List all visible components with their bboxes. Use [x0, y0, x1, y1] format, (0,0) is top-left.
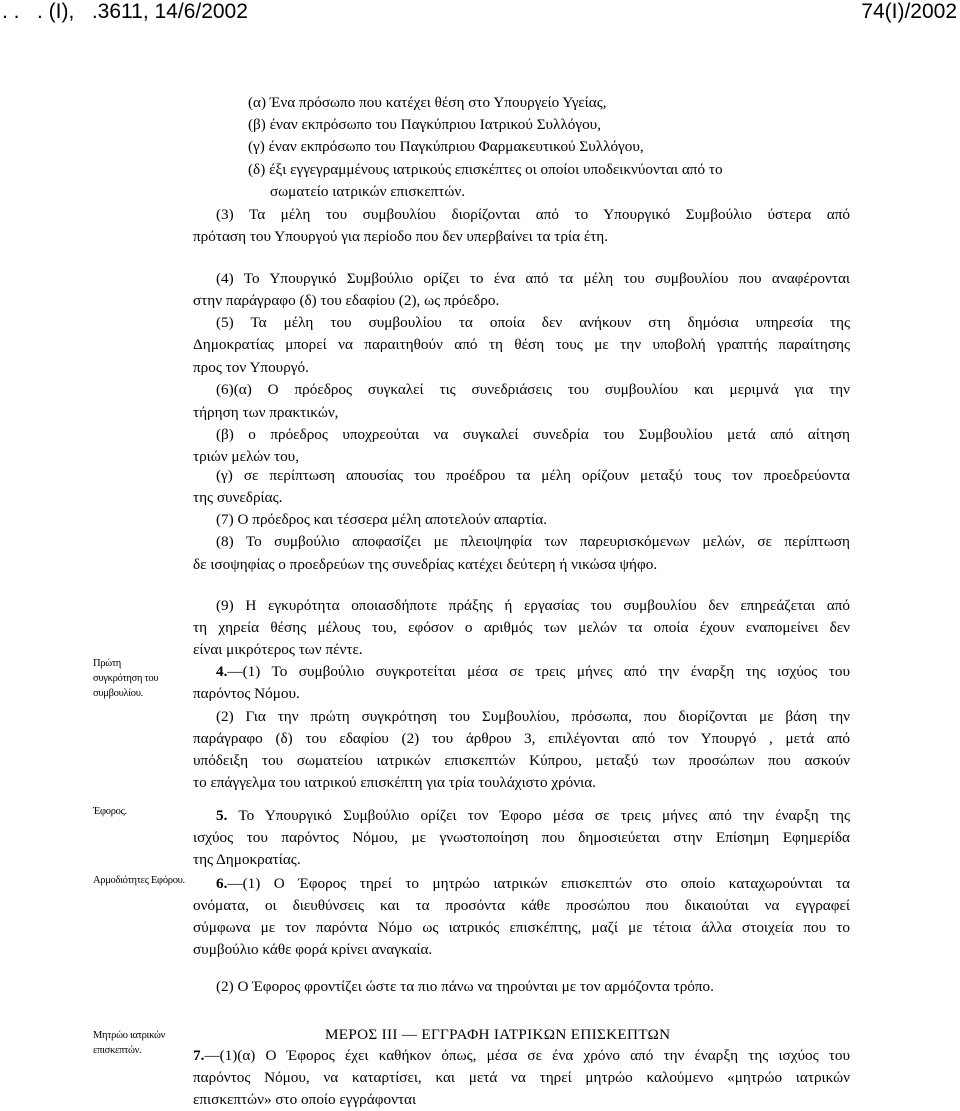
margin-note-first-constitution: Πρώτη συγκρότηση του συμβουλίου. — [93, 658, 159, 699]
text-line — [216, 205, 850, 225]
section-number: 6. — [216, 875, 228, 892]
text-line — [193, 640, 363, 660]
text-line — [216, 707, 850, 727]
text-line — [193, 447, 299, 467]
text-line — [193, 850, 301, 870]
law-number: 74(I)/2002 — [861, 0, 957, 23]
text-line — [216, 380, 850, 400]
margin-note-registrar-duties: Αρμοδιότητες Εφόρου. — [93, 875, 185, 886]
text-content: προς τον Υπουργό. — [193, 359, 309, 376]
text-line — [248, 115, 601, 135]
text-content: (4) Το Υπουργικό Συμβούλιο ορίζει το ένα από τα μέλη του συμβουλίου που αναφέρονται — [216, 270, 850, 287]
section-number: 4. — [216, 663, 228, 680]
text-content: πρόταση του Υπουργού για περίοδο που δεν υπερβαίνει τα τρία έτη. — [193, 228, 609, 245]
text-content: είναι μικρότερος των πέντε. — [193, 641, 363, 658]
text-content: (β) ο πρόεδρος υποχρεούται να συγκαλεί συνεδρία του Συμβουλίου μετά από αίτηση — [216, 426, 850, 443]
text-line — [193, 729, 850, 749]
text-content: (2) Για την πρώτη συγκρότηση του Συμβουλίου, πρόσωπα, που διορίζονται με βάση την — [216, 708, 850, 725]
text-line — [193, 684, 300, 704]
text-line — [216, 662, 850, 682]
text-line — [193, 335, 850, 355]
text-content: της συνεδρίας. — [193, 489, 283, 506]
text-content: παρόντος Νόμου. — [193, 685, 300, 702]
text-content: ονόματα, οι διευθύνσεις και τα προσόντα κάθε προσώπου που δικαιούται να εγγραφεί — [193, 897, 850, 914]
text-line — [216, 596, 850, 616]
text-content: της Δημοκρατίας. — [193, 851, 301, 868]
text-line — [216, 510, 547, 530]
text-content: τήρηση των πρακτικών, — [193, 404, 339, 421]
text-content: σύμφωνα με τον παρόντα Νόμο ως ιατρικός επισκέπτης, μαζί με τέτοια άλλα στοιχεία που το — [193, 919, 850, 936]
text-content: Δημοκρατίας μπορεί να παραιτηθούν από τη θέση τους με την υποβολή γραπτής παραίτησης — [193, 336, 850, 353]
text-line — [248, 93, 607, 113]
text-content: (γ) σε περίπτωση απουσίας του προέδρου τα μέλη ορίζουν μεταξύ τους τον προεδρεύοντα — [216, 467, 850, 484]
text-line — [216, 269, 850, 289]
text-line — [193, 1046, 850, 1066]
gazette-reference: . . . (I), .3611, 14/6/2002 — [2, 0, 248, 23]
text-content: επισκεπτών» στο οποίο εγγράφονται — [193, 1091, 417, 1108]
section-number: 7. — [193, 1047, 205, 1064]
text-line — [216, 874, 850, 894]
text-line — [216, 466, 850, 486]
text-line — [193, 1068, 850, 1088]
text-content: (γ) έναν εκπρόσωπο του Παγκύπριου Φαρμακευτικού Συλλόγου, — [248, 138, 644, 155]
text-line — [193, 751, 850, 771]
text-content: —(1) Το συμβούλιο συγκροτείται μέσα σε τρεις μήνες από την έναρξη της ισχύος του — [227, 663, 850, 680]
text-content: (β) έναν εκπρόσωπο του Παγκύπριου Ιατρικού Συλλόγου, — [248, 116, 601, 133]
text-content: —(1)(α) Ο Έφορος έχει καθήκον όπως, μέσα σε ένα χρόνο από την έναρξη της ισχύος του — [204, 1047, 850, 1064]
text-line — [193, 828, 850, 848]
text-content: —(1) Ο Έφορος τηρεί το μητρώο ιατρικών επισκεπτών στο οποίο καταχωρούνται τα — [227, 875, 850, 892]
text-content: τριών μελών του, — [193, 448, 299, 465]
text-line — [216, 425, 850, 445]
text-line — [193, 896, 850, 916]
text-line — [248, 137, 644, 157]
text-content: το επάγγελμα του ιατρικού επισκέπτη για τρία τουλάχιστο χρόνια. — [193, 774, 596, 791]
text-content: (5) Τα μέλη του συμβουλίου τα οποία δεν ανήκουν στη δημόσια υπηρεσία της — [216, 314, 850, 331]
text-line — [216, 977, 714, 997]
margin-note-register: Μητρώο ιατρικών επισκεπτών. — [93, 1030, 166, 1056]
text-line — [216, 806, 850, 826]
text-line — [193, 488, 282, 508]
text-content: δε ισοψηφίας ο προεδρεύων της συνεδρίας κατέχει δεύτερη ή νικώσα ψήφο. — [193, 556, 658, 573]
text-line — [270, 182, 465, 202]
text-content: τη χηρεία θέσης μέλους του, εφόσον ο αριθμός των μελών τα οποία έχουν εναπομείνει δεν — [193, 619, 850, 636]
text-content: Το Υπουργικό Συμβούλιο ορίζει τον Έφορο μέσα σε τρεις μήνες από την έναρξη της — [227, 807, 850, 824]
text-line — [193, 1090, 416, 1110]
text-content: στην παράγραφο (δ) του εδαφίου (2), ως πρόεδρο. — [193, 292, 500, 309]
text-line — [193, 358, 309, 378]
text-content: σωματείο ιατρικών επισκεπτών. — [270, 183, 466, 200]
text-line — [193, 773, 596, 793]
part-heading: ΜΕΡΟΣ ΙΙΙ — ΕΓΓΡΑΦΗ ΙΑΤΡΙΚΩΝ ΕΠΙΣΚΕΠΤΩΝ — [325, 1026, 671, 1043]
section-number: 5. — [216, 807, 228, 824]
text-content: (α) Ένα πρόσωπο που κατέχει θέση στο Υπουργείο Υγείας, — [248, 94, 607, 111]
text-content: (8) Το συμβούλιο αποφασίζει με πλειοψηφία των παρευρισκόμενων μελών, σε περίπτωση — [216, 533, 850, 550]
text-content: υπόδειξη του σωματείου ιατρικών επισκεπτών Κύπρου, μεταξύ των προσώπων που ασκούν — [193, 752, 850, 769]
text-content: παρόντος Νόμου, να καταρτίσει, και μετά να τηρεί μητρώο καλούμενο «μητρώο ιατρικών — [193, 1069, 850, 1086]
margin-note-registrar: Έφορος. — [93, 806, 127, 817]
text-content: συμβούλιο κάθε φορά κρίνει αναγκαία. — [193, 941, 433, 958]
text-line — [216, 313, 850, 333]
text-line — [193, 618, 850, 638]
text-content: ισχύος του παρόντος Νόμου, με γνωστοποίηση που δημοσιεύεται στην Επίσημη Εφημερίδα — [193, 829, 850, 846]
text-content: (6)(α) Ο πρόεδρος συγκαλεί τις συνεδριάσεις του συμβουλίου και μεριμνά για την — [216, 381, 850, 398]
text-line — [248, 160, 723, 180]
text-line — [193, 291, 499, 311]
text-line — [216, 532, 850, 552]
text-content: (9) Η εγκυρότητα οποιασδήποτε πράξης ή εργασίας του συμβουλίου δεν επηρεάζεται από — [216, 597, 850, 614]
text-content: παράγραφο (δ) του εδαφίου (2) του άρθρου 3, επιλέγονται από τον Υπουργό , μετά από — [193, 730, 850, 747]
text-content: (7) Ο πρόεδρος και τέσσερα μέλη αποτελούν απαρτία. — [216, 511, 547, 528]
text-line — [193, 940, 432, 960]
text-line — [193, 227, 608, 247]
text-content: (δ) έξι εγγεγραμμένους ιατρικούς επισκέπτες οι οποίοι υποδεικνύονται από το — [248, 161, 723, 178]
text-content: (3) Τα μέλη του συμβουλίου διορίζονται από το Υπουργικό Συμβούλιο ύστερα από — [216, 206, 850, 223]
text-line — [193, 403, 338, 423]
text-content: (2) Ο Έφορος φροντίζει ώστε τα πιο πάνω να τηρούνται με τον αρμόζοντα τρόπο. — [216, 978, 714, 995]
text-line — [193, 555, 657, 575]
page-header — [0, 0, 960, 24]
text-line — [193, 918, 850, 938]
